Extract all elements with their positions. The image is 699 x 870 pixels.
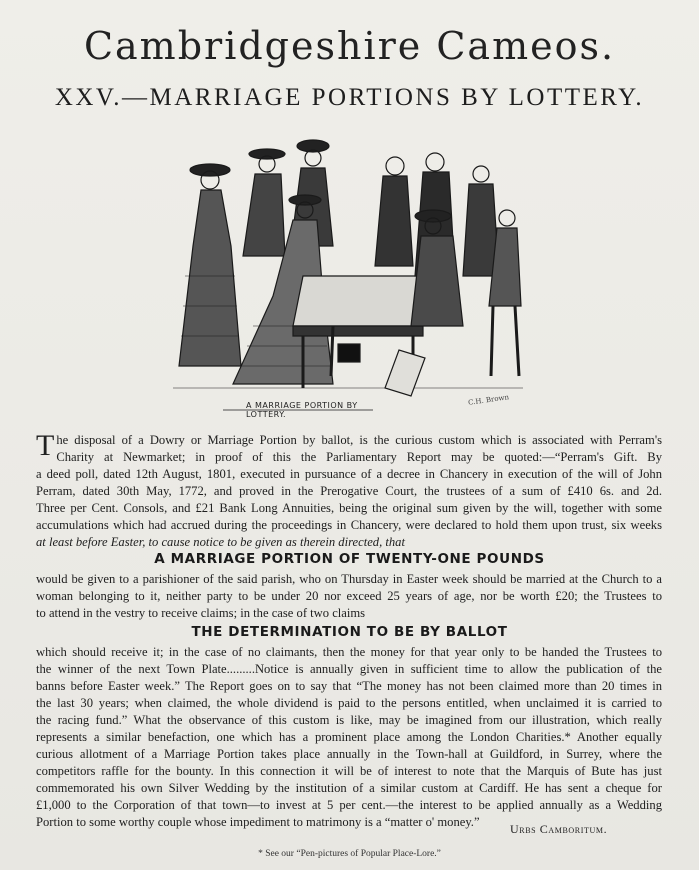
page-title: Cambridgeshire Cameos. [83,24,616,68]
text-line: banns before Easter week.” The Report goes on to say that “The money has not been claimed more than 20 times in [36,679,662,693]
text-line: Portion to some worthy couple whose impediment to matrimony is a “matter o' money.” [36,815,480,829]
text-line: the last 30 years; when claimed, the whole dividend is paid to the persons entitled, when unclaimed it is carried to [36,696,662,710]
author-signature: Urbs Camboritum. [510,822,608,836]
article-paragraph-3 [36,644,662,831]
artist-signature: C.H. Brown [467,393,510,407]
text-line: he disposal of a Dowry or Marriage Portion by ballot, is the curious custom which is associated with Perram's [56,433,662,447]
text-line: competitors raffle for the bounty. In this connection it will be of interest to note that the Marquis of Bute has just [36,764,662,778]
text-line: curious allotment of a Marriage Portion takes place annually in the Town-hall at Guildford, in Surrey, where the [36,747,662,761]
text-line: would be given to a parishioner of the said parish, who on Thursday in Easter week should be married at the Church to a [36,572,662,586]
footnote: * See our “Pen-pictures of Popular Place-Lore.” [258,849,441,859]
text-line: Perram, dated 30th May, 1772, and proved in the Prerogative Court, the trustees of a sum of £410 6s. and 2d. [36,484,662,498]
text-line: at least before Easter, to cause notice to be given as therein directed, that [36,535,405,549]
article-paragraph-2 [36,571,662,622]
text-line: which should receive it; in the case of no claimants, then the money for that year only to be handed the Trustees to [36,645,662,659]
text-line: the winner of the next Town Plate.........Notice is annually given in sufficient time to allow the publication of the [36,662,662,676]
text-line: £1,000 to the Corporation of that town—to invest at 5 per cent.—the interest to be applied annually as a Wedding [36,798,662,812]
section-heading-2: THE DETERMINATION TO BE BY BALLOT [191,624,508,640]
text-line: Three per Cent. Consols, and £21 Bank Long Annuities, being the original sum given by the will, together with some [36,501,662,515]
article-paragraph-1 [36,429,662,551]
text-line: the racing fund.” What the observance of this custom is like, may be imagined from our illustration, which really [36,713,662,727]
illustration-caption: A MARRIAGE PORTION BY LOTTERY. [246,401,358,419]
text-line: accumulations which had accrued during the proceedings in Chancery, were declared to hold them upon trust, six weeks [36,518,662,532]
text-line: to attend in the vestry to receive claims; in the case of two claims [36,606,366,620]
text-line: commemorated his own Silver Wedding by the institution of a similar custom at Cardiff. He has sent a cheque for [36,781,662,795]
text-line: woman belonging to it, neither party to be under 20 nor exceed 25 years of age, nor be worth £20; the Trustees to [36,589,662,603]
engraving-illustration [163,126,535,422]
drop-cap: T [36,429,55,462]
text-line: a deed poll, dated 12th August, 1801, executed in pursuance of a decree in Chancery in execution of the will of John [36,467,662,481]
text-line: represents a similar benefaction, one which has a prominent place among the London Charities.* Another equally [36,730,662,744]
section-heading-1: A MARRIAGE PORTION OF TWENTY-ONE POUNDS [154,551,545,567]
text-line: Charity at Newmarket; in proof of this the Parliamentary Report may be quoted:—“Perram's Gift. By [56,450,662,464]
page-subtitle: XXV.—MARRIAGE PORTIONS BY LOTTERY. [54,84,645,111]
